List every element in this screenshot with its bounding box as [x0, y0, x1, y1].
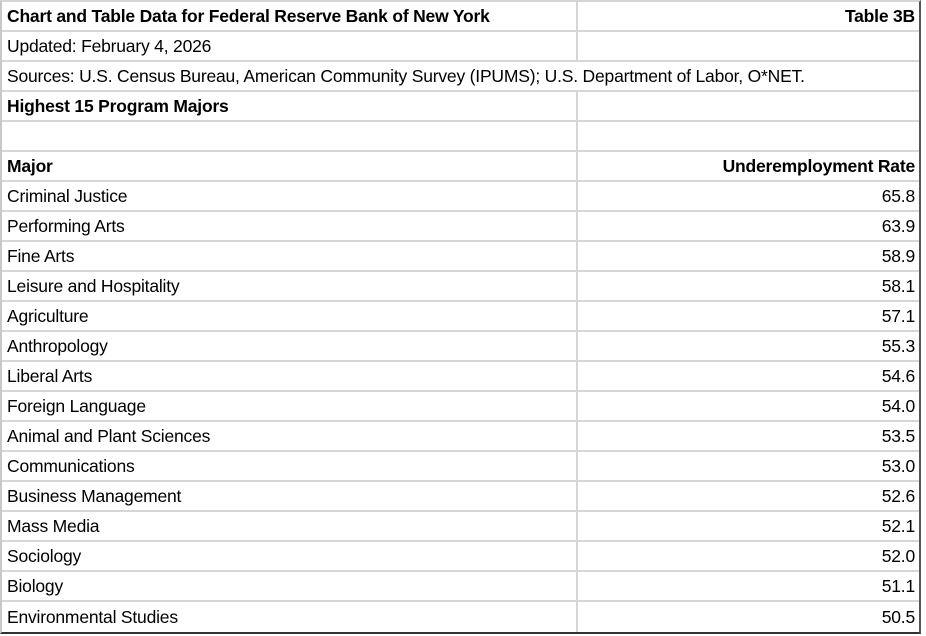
table-id[interactable]: Table 3B — [844, 5, 915, 26]
table-row — [2, 422, 919, 452]
column-header-row — [2, 152, 919, 182]
table-row — [2, 542, 919, 572]
empty-cell[interactable] — [578, 92, 919, 120]
major-cell[interactable]: Sociology — [2, 542, 578, 570]
updated-row — [2, 32, 919, 62]
rate-cell[interactable]: 65.8 — [881, 185, 915, 206]
major-cell[interactable]: Animal and Plant Sciences — [2, 422, 578, 450]
table-row — [2, 452, 919, 482]
rate-cell[interactable]: 58.1 — [881, 275, 915, 296]
table-row — [2, 482, 919, 512]
major-cell[interactable]: Mass Media — [2, 512, 578, 540]
major-cell[interactable]: Communications — [2, 452, 578, 480]
rate-cell[interactable]: 52.6 — [881, 485, 915, 506]
empty-cell[interactable] — [2, 122, 578, 150]
table-row — [2, 392, 919, 422]
table-subtitle[interactable]: Highest 15 Program Majors — [2, 92, 578, 120]
table-row — [2, 362, 919, 392]
sources-row — [2, 62, 919, 92]
table-row — [2, 602, 919, 632]
table-row — [2, 572, 919, 602]
column-header-rate[interactable]: Underemployment Rate — [722, 155, 915, 176]
major-cell[interactable]: Performing Arts — [2, 212, 578, 240]
major-cell[interactable]: Foreign Language — [2, 392, 578, 420]
rate-cell[interactable]: 53.0 — [881, 455, 915, 476]
rate-cell[interactable]: 54.0 — [881, 395, 915, 416]
rate-cell[interactable]: 57.1 — [881, 305, 915, 326]
table-row — [2, 332, 919, 362]
table-row — [2, 212, 919, 242]
sources-note[interactable]: Sources: U.S. Census Bureau, American Community Survey (IPUMS); U.S. Department of Labor, O*NET. — [7, 65, 805, 86]
table-row — [2, 242, 919, 272]
title-row — [2, 2, 919, 32]
table-row — [2, 272, 919, 302]
major-cell[interactable]: Business Management — [2, 482, 578, 510]
updated-date[interactable]: Updated: February 4, 2026 — [2, 32, 578, 60]
table-row — [2, 302, 919, 332]
major-cell[interactable]: Environmental Studies — [2, 602, 578, 632]
rate-cell[interactable]: 50.5 — [881, 606, 915, 627]
empty-cell[interactable] — [578, 32, 919, 60]
rate-cell[interactable]: 52.0 — [881, 545, 915, 566]
major-cell[interactable]: Criminal Justice — [2, 182, 578, 210]
rate-cell[interactable]: 51.1 — [881, 575, 915, 596]
rate-cell[interactable]: 53.5 — [881, 425, 915, 446]
rate-cell[interactable]: 55.3 — [881, 335, 915, 356]
rate-cell[interactable]: 58.9 — [881, 245, 915, 266]
major-cell[interactable]: Liberal Arts — [2, 362, 578, 390]
major-cell[interactable]: Anthropology — [2, 332, 578, 360]
empty-cell[interactable] — [578, 122, 919, 150]
blank-row — [2, 122, 919, 152]
column-header-major[interactable]: Major — [2, 152, 578, 180]
major-cell[interactable]: Leisure and Hospitality — [2, 272, 578, 300]
report-title[interactable]: Chart and Table Data for Federal Reserve Bank of New York — [2, 2, 578, 30]
rate-cell[interactable]: 63.9 — [881, 215, 915, 236]
rate-cell[interactable]: 52.1 — [881, 515, 915, 536]
table-row — [2, 182, 919, 212]
major-cell[interactable]: Biology — [2, 572, 578, 600]
table-row — [2, 512, 919, 542]
major-cell[interactable]: Agriculture — [2, 302, 578, 330]
rate-cell[interactable]: 54.6 — [881, 365, 915, 386]
major-cell[interactable]: Fine Arts — [2, 242, 578, 270]
subtitle-row — [2, 92, 919, 122]
